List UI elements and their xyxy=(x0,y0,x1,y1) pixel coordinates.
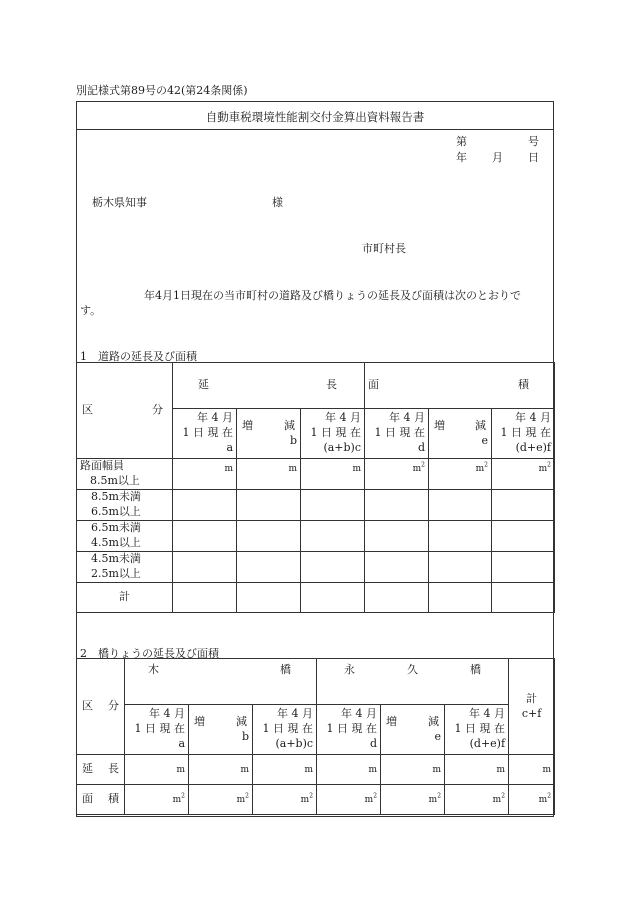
road-length-header: 延 長 xyxy=(173,363,365,409)
addressee-name: 栃木県知事 xyxy=(92,196,147,209)
row-label: 面 積 xyxy=(77,785,125,815)
row-label: 路面幅員 8.5m以上 xyxy=(77,459,173,490)
report-title: 自動車税環境性能割交付金算出資料報告書 xyxy=(205,110,425,124)
bridge-wood-total: 年 4 月 1 日 現 在 (a+b)c xyxy=(253,705,317,755)
bridge-wood-current: 年 4 月 1 日 現 在 a xyxy=(125,705,189,755)
number-go: 号 xyxy=(528,135,539,148)
bridge-permanent-header: 永 久 橋 xyxy=(317,659,509,705)
date-year: 年 xyxy=(456,151,467,164)
title-divider xyxy=(77,129,553,130)
table-row: 延 長 m m m m m m m xyxy=(77,755,555,785)
road-length-total: 年 4 月 1 日 現 在 (a+b)c xyxy=(301,409,365,459)
road-kubun-header: 区 分 xyxy=(77,363,173,459)
form-label: 別記様式第89号の42(第24条関係) xyxy=(76,84,248,97)
date-day: 日 xyxy=(528,151,539,164)
table-row xyxy=(77,552,555,583)
body-text-line2: す。 xyxy=(80,304,102,317)
date-month: 月 xyxy=(492,151,503,164)
road-length-increase: 増 減 b xyxy=(237,409,301,459)
road-area-increase: 増 減 e xyxy=(429,409,492,459)
bridge-perm-current: 年 4 月 1 日 現 在 d xyxy=(317,705,381,755)
road-total-label: 計 xyxy=(77,583,173,613)
table-row xyxy=(77,583,555,613)
addressee-honorific: 様 xyxy=(272,196,283,209)
bridge-perm-total: 年 4 月 1 日 現 在 (d+e)f xyxy=(445,705,509,755)
sender: 市町村長 xyxy=(362,242,406,255)
body-text-line1: 年4月1日現在の当市町村の道路及び橋りょうの延長及び面積は次のとおりで xyxy=(144,289,521,302)
row-label: 4.5m未満 2.5m以上 xyxy=(77,552,173,583)
road-area-total: 年 4 月 1 日 現 在 (d+e)f xyxy=(492,409,555,459)
row-label: 6.5m未満 4.5m以上 xyxy=(77,521,173,552)
row-label: 延 長 xyxy=(77,755,125,785)
section1-title: 1 道路の延長及び面積 xyxy=(80,350,197,363)
bridge-perm-increase: 増 減 e xyxy=(381,705,445,755)
road-length-current: 年 4 月 1 日 現 在 a xyxy=(173,409,237,459)
bridge-total-header: 計 c+f xyxy=(509,659,555,755)
bridge-table xyxy=(76,658,555,815)
road-area-header: 面 積 xyxy=(365,363,555,409)
bridge-kubun-header: 区 分 xyxy=(77,659,125,755)
road-area-current: 年 4 月 1 日 現 在 d xyxy=(365,409,429,459)
table-row: 路面幅員 8.5m以上 m m m $m^2$ $m^2$ $m^2$ xyxy=(77,459,555,490)
table-row xyxy=(77,490,555,521)
row-label: 8.5m未満 6.5m以上 xyxy=(77,490,173,521)
road-table xyxy=(76,362,555,613)
bridge-wood-increase: 増 減 b xyxy=(189,705,253,755)
table-row xyxy=(77,521,555,552)
table-row: 面 積 $m^2$ $m^2$ $m^2$ $m^2$ $m^2$ $m^2$ $m^2$ xyxy=(77,785,555,815)
section2-title: 2 橋りょうの延長及び面積 xyxy=(80,647,219,660)
number-dai: 第 xyxy=(456,135,467,148)
bridge-wood-header: 木 橋 xyxy=(125,659,317,705)
